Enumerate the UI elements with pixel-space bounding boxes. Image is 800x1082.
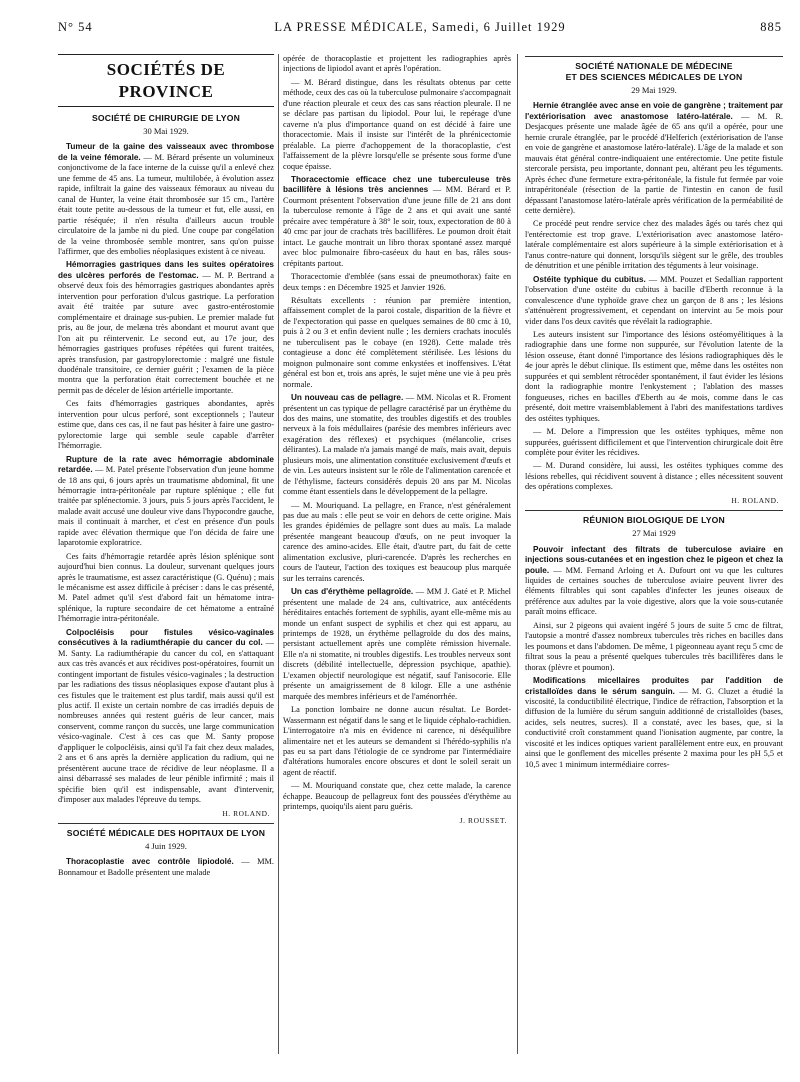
article-title: Colpocléisis pour fistules vésico-vaginales consécutives à la radiumthérapie du cancer du col. (58, 627, 274, 648)
paragraph: — M. Mouriquand. La pellagre, en France, n'est généralement pas due au maïs : elle peut se voir en dehors de cette origine. Mais les grandes épidémies de pellagre sont dues au maïs. La malade présentée mangeant beaucoup d'œufs, on ne peut invoquer la carence des amino-acides. Elle était, d'autre part, du fait de cette alimentation exclusive, pluri-carencée. D'après les recherches en cours de l'auteur, l'action des toxiques est beaucoup plus marquée sur les terrains carencés. (283, 500, 511, 583)
paragraph: Ces faits d'hémorragies gastriques abondantes, après intervention pour ulcus perforé, sont exceptionnels ; l'auteur estime que, dans ces cas, il ne faut pas hésiter à faire une gastro-pylorectomie large qui semble seule capable d'arrêter l'hémorragie. (58, 399, 274, 451)
article-text: — M. Bérard présente un volumineux conjonctivome de la face interne de la cuisse qu'il a enlevé chez une femme de 45 ans. La tumeur, multilobée, à évolution assez rapide, infiltrait la gaine des vaisseaux fémoraux au niveau du canal de Hunter, la veine était thrombosée sur 15 cm., l'artère était toute petite au-dessous de la tumeur et fut, elle aussi, en partie réséquée; il n'en résulta d'ailleurs aucun trouble circulatoire de la jambe ni du pied. Une coupe par congélation de la veine thrombosée semble montrer, sans qu'on puisse l'affirmer, que des embolies néoplasiques existent à ce niveau. (58, 152, 274, 256)
article-title: Rupture de la rate avec hémorragie abdominale retardée. (58, 454, 274, 475)
article-text: — MM. Bérard et P. Courmont présentent l'observation d'une jeune fille de 21 ans dont la tuberculose remonte à l'âge de 2 ans et qui avait une santé précaire avec température à 38° le soir, toux, expectoration de 80 à 40 cmc par jour de crachats très bacillifères. Le poumon droit était intact. Le gauche montrait un libro thorax spontané assez marqué avec bloc pulmonaire fibro-caséeux du haut en bas, râles sous-crépitants partout. (283, 185, 511, 268)
article-title: Pouvoir infectant des filtrats de tuberculose aviaire en injections sous-cutanées et en ingestion chez le pigeon et chez la poule. (525, 544, 783, 575)
signature: J. ROUSSET. (459, 815, 507, 825)
article-text: — MM. Pouzet et Sedallian rapportent l'observation d'une ostéite du cubitus à bacille d'Eberth reconnue à la convalescence d'une typhoïde grave chez un garçon de 8 ans ; les lésions s'atténuèrent progressivement, et cependant on intervint au 5e mois pour vider dans l'os deux cavités que révélait la radiographie. (525, 274, 783, 326)
article-text: — MM. Nicolas et R. Froment présentent un cas typique de pellagre caractérisé par un érythème du dos des mains, une stomatite, des troubles digestifs et des troubles nerveux à la fois médullaires (parésie des membres inférieurs avec exagération des réflexes) et psychiques (mélancolie, crises délirantes). La malade n'a jamais mangé de maïs, mais avait, depuis plusieurs mois, une alimentation constituée exclusivement d'œufs et de vin. Les auteurs insistent sur le rôle de l'alimentation carencée et de l'éthylisme, facteurs considérés depuis 20 ans par M. Nicolas comme étant essentiels dans le développement de la pellagre. (283, 393, 511, 497)
signature: H. ROLAND. (222, 808, 270, 818)
session-date: 4 Juin 1929. (145, 841, 187, 851)
article (525, 275, 783, 327)
article (283, 587, 511, 702)
article (58, 455, 274, 549)
journal-title: LA PRESSE MÉDICALE, Samedi, 6 Juillet 1929 (274, 20, 566, 34)
article-title: Thoracoplastie avec contrôle lipiodolé. (66, 857, 234, 867)
article (525, 676, 783, 770)
article (525, 101, 783, 216)
page-number: 885 (760, 20, 782, 34)
article (58, 857, 274, 878)
article (58, 628, 274, 806)
column-2 (283, 54, 511, 1064)
divider (58, 823, 274, 824)
society-name: RÉUNION BIOLOGIQUE DE LYON (583, 515, 725, 526)
article-text: — M. Santy. La radiumthérapie du cancer du col, en s'attaquant aux cas très avancés et aux récidives post-opératoires, fournit un contingent important de fistules vésico-vaginales ; la destruction par les radiations des tissus néoplasiques expose d'autant plus à ces fistules que le traitement est plus tardif, mais aussi qu'il est plus actif. Il existe un certain nombre de cas irradiés depuis de nombreuses années qui restent guéris de leur cancer, mais conservent, comme rançon du succès, une large communication vésico-vaginale. C'est à ces cas que M. Santy propose d'appliquer le colpocléisis, ainsi qu'il l'a fait chez deux malades, 2 ans et 6 ans après la dernière application du radium, qui ne présentèrent aucune trace de récidive de leur néoplasme. Il a ainsi débarrassé ses malades de leur pénible infirmité ; mais il spécifie bien qu'il est indispensable, avant d'intervenir, d'imposer aux malades l'épreuve du temps. (58, 638, 274, 805)
column-1 (58, 54, 274, 1064)
article-title: Hémorragies gastriques dans les suites opératoires des ulcères perforés de l'estomac. (58, 260, 274, 280)
article (283, 175, 511, 269)
article-title: Un cas d'érythème pellagroïde. (291, 587, 414, 597)
article-title: Tumeur de la gaine des vaisseaux avec thrombose de la veine fémorale. (58, 142, 274, 162)
article (525, 545, 783, 618)
article (283, 393, 511, 498)
paragraph: — M. Bérard distingue, dans les résultats obtenus par cette méthode, ceux des cas où la tuberculose pulmonaire s'accompagnait d'une réaction pleurale et ceux des cas sans réaction pleurale. Il ne se déclare pas partisan du lipiodol. Pour lui, le repérage d'une caverne n'a plus d'importance quand on est décidé à faire une thoracectomie. Mais il insiste sur l'intérêt de la phrénicectomie préalable. La pierre d'achoppement de la thoracoplastie, c'est l'affaissement de la plèvre lorsqu'elle se présente sous forme d'une coque épaisse. (283, 77, 511, 171)
paragraph: — M. Delore a l'impression que les ostéites typhiques, même non suppurées, guérissent difficilement et que l'intervention chirurgicale doit être complète pour éviter les récidives. (525, 427, 783, 457)
article-title: Hernie étranglée avec anse en voie de gangrène ; traitement par l'extériorisation avec anastomose latéro-latérale. (525, 101, 783, 121)
paragraph: Ainsi, sur 2 pigeons qui avaient ingéré 5 jours de suite 5 cmc de filtrat, l'autopsie a montré d'assez nombreux tubercules très riches en bacilles dans les poumons et dans l'abdomen. De même, 1 pigeonneau ayant reçu 5 cmc de filtrat sous la peau a présenté quelques tubercules très bacillifères dans le thorax (plèvre et poumon). (525, 620, 783, 672)
article (58, 142, 274, 257)
section-title: SOCIÉTÉS DE PROVINCE (58, 54, 274, 107)
article-text: — M. G. Cluzet a étudié la viscosité, la conductibilité électrique, l'indice de réfraction, l'absorption et la diffusion de la lumière du sérum sanguin additionné de cristalloïdes (bases, acides, sels neutres, sucres). Il a constaté, avec les bases, que, si la conductivité croît constamment quand l'ionisation augmente, par contre, la viscosité et les indices optiques varient parallèlement entre eux, en prouvant ainsi que le gonflement des micelles présente 2 maxima pour les pH 5,5 et 10,5 avec 1 minimum intermédiaire corres- (525, 686, 783, 769)
session-date: 27 Mai 1929 (632, 528, 676, 539)
session-date: 30 Mai 1929. (143, 126, 189, 136)
column-3 (525, 54, 783, 1064)
running-header (58, 20, 782, 42)
society-name: SOCIÉTÉ MÉDICALE DES HOPITAUX DE LYON (66, 828, 266, 838)
session-date: 29 Mai 1929. (631, 85, 677, 95)
column-rule (278, 54, 279, 1054)
article-title: Un nouveau cas de pellagre. (291, 393, 404, 403)
paragraph: Les auteurs insistent sur l'importance des lésions ostéomyélitiques à la radiographie dans une forme non suppurée, sur l'évolution latente de la lésion osseuse, étant donné l'importance des lésions radiographiques dès le 4e jour après le début clinique. Ils estiment que, même dans les ostéites non suppurées et qui semblent rétrocéder spontanément, il faut évider les lésions dont la radiographie montre l'enkystement ; l'ablation des masses fongueuses, riches en bacilles d'Eberth au 4e mois, comme dans le cas présenté, doit mettre vraisemblablement à l'abri des manifestations tardives des ostéites typhiques. (525, 329, 783, 423)
article-text: — M. P. Bertrand a observé deux fois des hémorragies gastriques abondantes après intervention pour perforation d'ulcus gastrique. La perforation avait été traitée par suture avec gastro-entérostomie complémentaire et drainage sus-pubien. Le premier malade fut pris, au 8e jour, de melæna très abondant et mourut avant que l'on ait pu réintervenir. Le second eut, au 17e jour, des hémorragies gastriques profuses répétées qui furent traitées, après transfusion, par gastropylorectomie : malgré une fistule duodénale transitoire, ce dernier guérit ; l'examen de la pièce montra que la perforation était correctement bouchée et ne permit pas de déceler de lésion artérielle importante. (58, 270, 274, 395)
paragraph: Résultats excellents : réunion par première intention, affaissement complet de la paroi costale, disparition de la fièvre et de l'expectoration qui passe en quelques semaines de 80 cmc à 10, puis à 2 ou 3 et enfin devient nulle ; les derniers crachats inoculés ne tuberculisent pas le cobaye (en 1928). Cette malade très contagieuse a donc été complètement stérilisée. Les lésions du moignon pulmonaire sont comme enkystées et inoffensives. L'état général est bon et, trois ans après, le sujet mène une vie à peu près normale. (283, 295, 511, 389)
paragraph: Thoracectomie d'emblée (sans essai de pneumothorax) faite en deux temps : en Décembre 1925 et Janvier 1926. (283, 272, 511, 292)
article (58, 260, 274, 396)
paragraph: Ce procédé peut rendre service chez des malades âgés ou tarés chez qui l'entérectomie est trop grave. L'extériorisation avec anastomose latéro-latérale complémentaire est alors supérieure à la simple extériorisation et à l'anus contre-nature qui donnent, lorsqu'ils siègent sur le grêle, des troubles de dénutrition et une pénible irritation des téguments à leur voisinage. (525, 219, 783, 271)
society-name-line-2: ET DES SCIENCES MÉDICALES DE LYON (565, 72, 743, 82)
paragraph: Ces faits d'hémorragie retardée après lésion splénique sont aujourd'hui bien connus. La douleur, survenant quelques jours après le traumatisme, est assez caractéristique (G. Quénu) ; mais le mécanisme est assez difficile à préciser : dans le cas présenté, M. Patel admet qu'il s'est d'abord fait un hématome intra-splénique, la rupture secondaire de cet hématome a entraîné l'hémorragie intra-péritonéale. (58, 551, 274, 624)
paragraph: La ponction lombaire ne donne aucun résultat. Le Bordet-Wassermann est négatif dans le sang et le liquide céphalo-rachidien. L'interrogatoire n'a mis en évidence ni carence, ni déséquilibre alimentaire net et les auteurs se demandent si l'hérédo-syphilis n'a pas eu sa part dans l'étiologie de ce syndrome par l'intermédiaire d'altérations humorales encore obscures et dont le soleil serait un agent de réactif. (283, 705, 511, 777)
paragraph: opérée de thoracoplastie et projettent les radiographies après injections de lipiodol avant et après l'opération. (283, 54, 511, 74)
article-title: Ostéite typhique du cubitus. (533, 274, 646, 284)
society-name: SOCIÉTÉ NATIONALE DE MÉDECINE (575, 61, 733, 71)
signature: H. ROLAND. (731, 495, 779, 505)
column-rule (517, 54, 518, 1054)
article-text: — M. R. Desjacques présente une malade âgée de 65 ans qu'il a opérée, pour une hernie crurale étranglée, par le procédé d'Helferich (extériorisation de l'anse en voie de gangrène et anastomose latéro-latérale). L'âge de la malade et son mauvais état général contre-indiquaient une entérectomie. Une petite fistule stercorale persista, peu importante, donnant peu, altérant peu les téguments. Après échec d'une fermeture extra-péritonéale, la fistule fut fermée par voie intrapéritonéale (résection de la partie de l'intestin en canon de fusil dépassant l'anastomose latéro-latérale après vérification de la perméabilité de cette dernière). (525, 111, 783, 215)
article-text: — M. Patel présente l'observation d'un jeune homme de 18 ans qui, 6 jours après un traumatisme abdominal, fit une hémorragie intra-péritonéale par rupture splénique ; elle fut traitée par splénectomie. 3 jours, puis 5 jours après l'accident, le malade avait accusé une douleur vive dans l'hypocondre gauche, mais il continuait à marcher, et c'est en présence d'un pouls rapide avec élévation thermique que l'on décida de faire une laparotomie exploratrice. (58, 465, 274, 548)
article-text: — MM J. Gaté et P. Michel présentent une malade de 24 ans, cultivatrice, aux antécédents héréditaires entachés fortement de syphilis, ayant elle-même mis au monde un enfant suspect de syphilis et chez qui est apparu, au printemps de 1928, un érythème pellagroïde du dos des mains, persistant actuellement après une complète rémission hivernale. Elle n'a ni stomatite, ni troubles digestifs. Les troubles nerveux sont discrets (débilité intellectuelle, dépression psychique, apathie). L'examen objectif neurologique est négatif, sauf l'anisocorie. Elle présente un amaigrissement de 8 kilogr. Elle a une asthénie marquée des membres inférieurs et de l'aménorrhée. (283, 587, 511, 701)
divider (525, 56, 783, 57)
paragraph: — M. Durand considère, lui aussi, les ostéites typhiques comme des lésions rebelles, qui récidivent souvent à distance ; elles nécessitent souvent des opérations complexes. (525, 461, 783, 492)
issue-number: N° 54 (58, 20, 93, 34)
society-name: SOCIÉTÉ DE CHIRURGIE DE LYON (91, 113, 241, 123)
article-title: Thoracectomie efficace chez une tuberculeuse très bacillifère à lésions très anciennes (283, 174, 511, 195)
divider (525, 510, 783, 511)
article-title: Modifications micellaires produites par l'addition de cristalloïdes dans le sérum sanguin. (525, 676, 783, 696)
paragraph: — M. Mouriquand constate que, chez cette malade, la carence échappe. Beaucoup de pellagreux font des poussées d'érythème au printemps, quoiqu'ils aient paru guéris. (283, 781, 511, 812)
article-text: — MM. Bonnamour et Badolle présentent une malade (58, 857, 274, 877)
article-text: — MM. Fernand Arloing et A. Dufourt ont vu que les cultures liquides de certaines souches de tuberculose aviaire peuvent livrer des éléments filtrables qui sont capables d'infecter les jeunes oiseaux de préférence aux adultes par la voie digestive, alors que la voie sous-cutanée paraît moins efficace. (525, 565, 783, 617)
